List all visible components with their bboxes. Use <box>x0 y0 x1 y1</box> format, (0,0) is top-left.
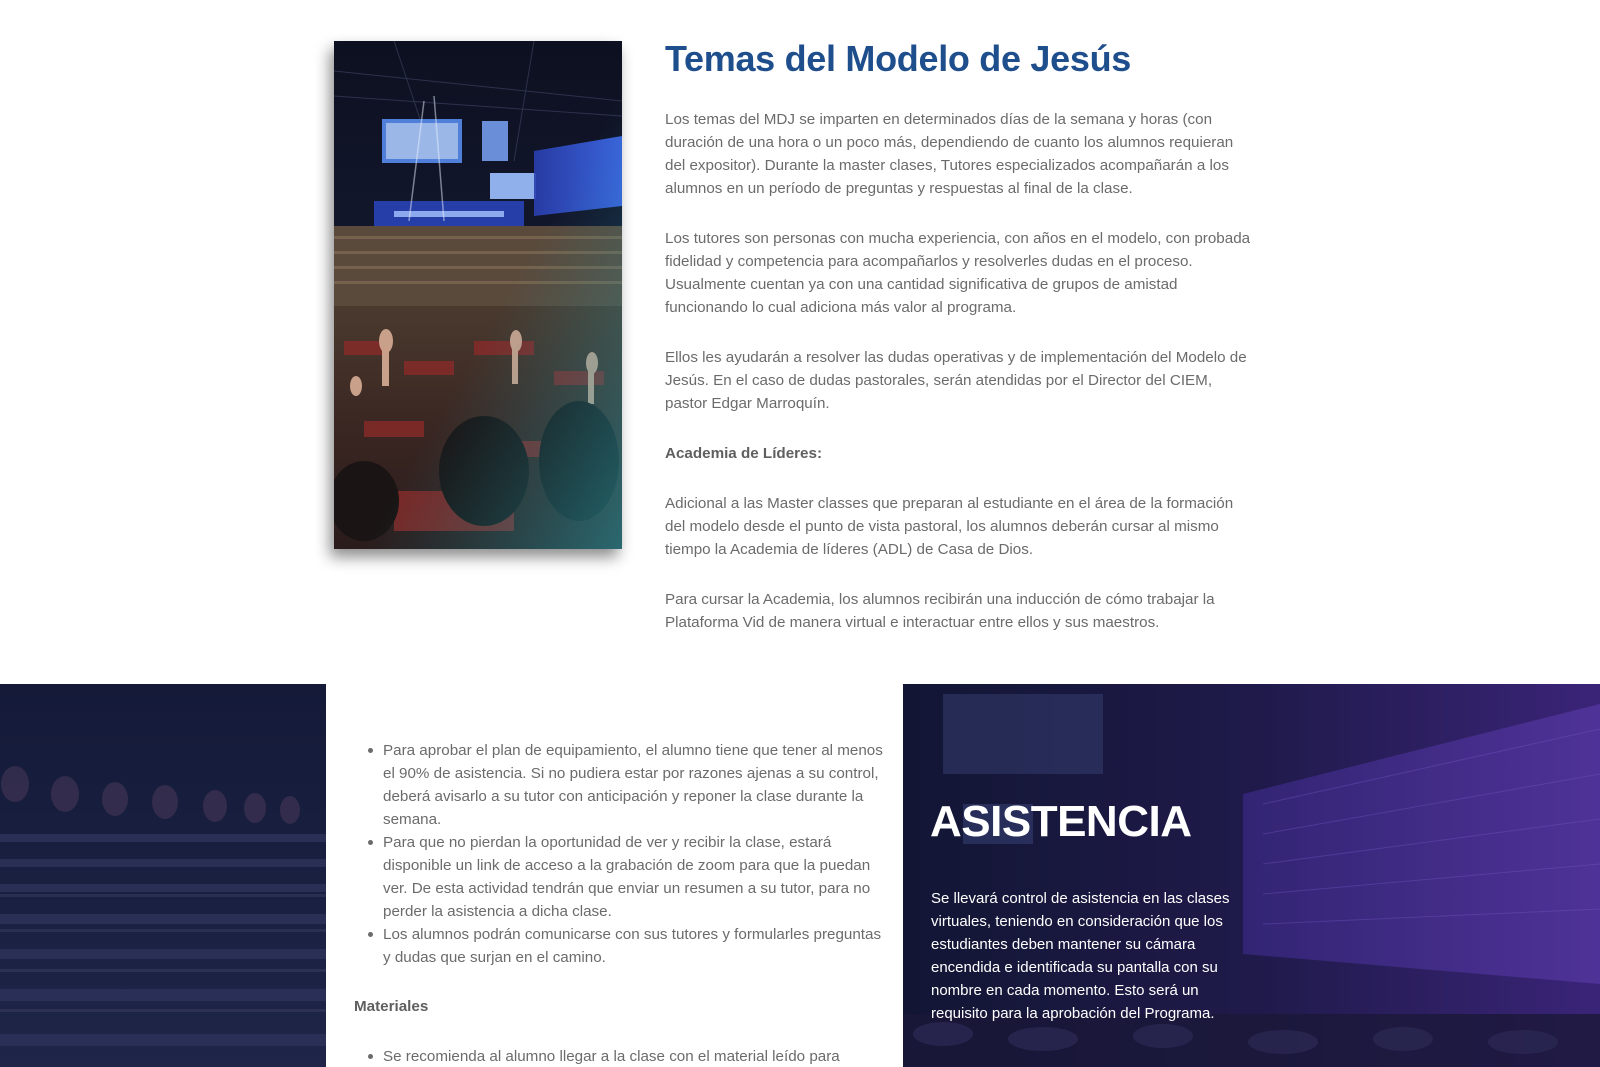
crowd-auditorium-photo <box>334 41 622 549</box>
list-item: Se recomienda al alumno llegar a la clase con el material leído para <box>383 1045 883 1067</box>
intro-text-column <box>665 36 1255 661</box>
requirements-panel <box>326 684 903 1067</box>
auditorium-background-left <box>0 684 326 1067</box>
list-item: Para aprobar el plan de equipamiento, el alumno tiene que tener al menos el 90% de asistencia. Si no pudiera estar por razones ajenas a su control, deberá avisarlo a su tutor con anticipación y reponer la clase durante la semana. <box>383 739 883 831</box>
auditorium-seats-illustration <box>0 684 326 1067</box>
intro-paragraph: Los temas del MDJ se imparten en determinados días de la semana y horas (con duración de una hora o un poco más, dependiendo de cuanto los alumnos requieran del expositor). Durante la master clases, Tutores especializados acompañarán a los alumnos en un período de preguntas y respuestas al final de la clase. <box>665 111 1234 197</box>
asistencia-title: ASISTENCIA <box>930 797 1192 846</box>
page-title: Temas del Modelo de Jesús <box>665 38 1131 79</box>
list-item: Para que no pierdan la oportunidad de ver y recibir la clase, estará disponible un link de acceso a la grabación de zoom para que la puedan ver. De esta actividad tendrán que enviar un resumen a su tutor, para no perder la asistencia a dicha clase. <box>383 831 883 923</box>
bottom-section <box>0 684 1600 1067</box>
academy-heading: Academia de Líderes: <box>665 445 822 462</box>
asistencia-text: Se llevará control de asistencia en las clases virtuales, teniendo en consideración que los estudiantes deben mantener su cámara encendida e identificada su pantalla con su nombre en cada momento. Esto será un requisito para la aprobación del Programa. <box>931 890 1230 1022</box>
list-item: Los alumnos podrán comunicarse con sus tutores y formularles preguntas y dudas que surjan en el camino. <box>383 923 883 969</box>
materials-heading: Materiales <box>354 998 429 1015</box>
platform-paragraph: Para cursar la Academia, los alumnos recibirán una inducción de cómo trabajar la Plataforma Vid de manera virtual e interactuar entre ellos y sus maestros. <box>665 591 1215 631</box>
materials-list <box>383 1045 883 1067</box>
academy-paragraph: Adicional a las Master classes que preparan al estudiante en el área de la formación del modelo desde el punto de vista pastoral, los alumnos deberán cursar al mismo tiempo la Academia de líderes (ADL) de Casa de Dios. <box>665 495 1234 558</box>
tutors-paragraph: Los tutores son personas con mucha experiencia, con años en el modelo, con probada fidelidad y competencia para acompañarlos y resolverles dudas en el proceso. Usualmente cuentan ya con una cantidad significativa de grupos de amistad funcionando lo cual adiciona más valor al programa. <box>665 230 1251 316</box>
doubts-paragraph: Ellos les ayudarán a resolver las dudas operativas y de implementación del Modelo de Jesús. En el caso de dudas pastorales, serán atendidas por el Director del CIEM, pastor Edgar Marroquín. <box>665 349 1247 412</box>
requirements-list <box>383 739 883 969</box>
crowd-photo-illustration <box>334 41 622 549</box>
